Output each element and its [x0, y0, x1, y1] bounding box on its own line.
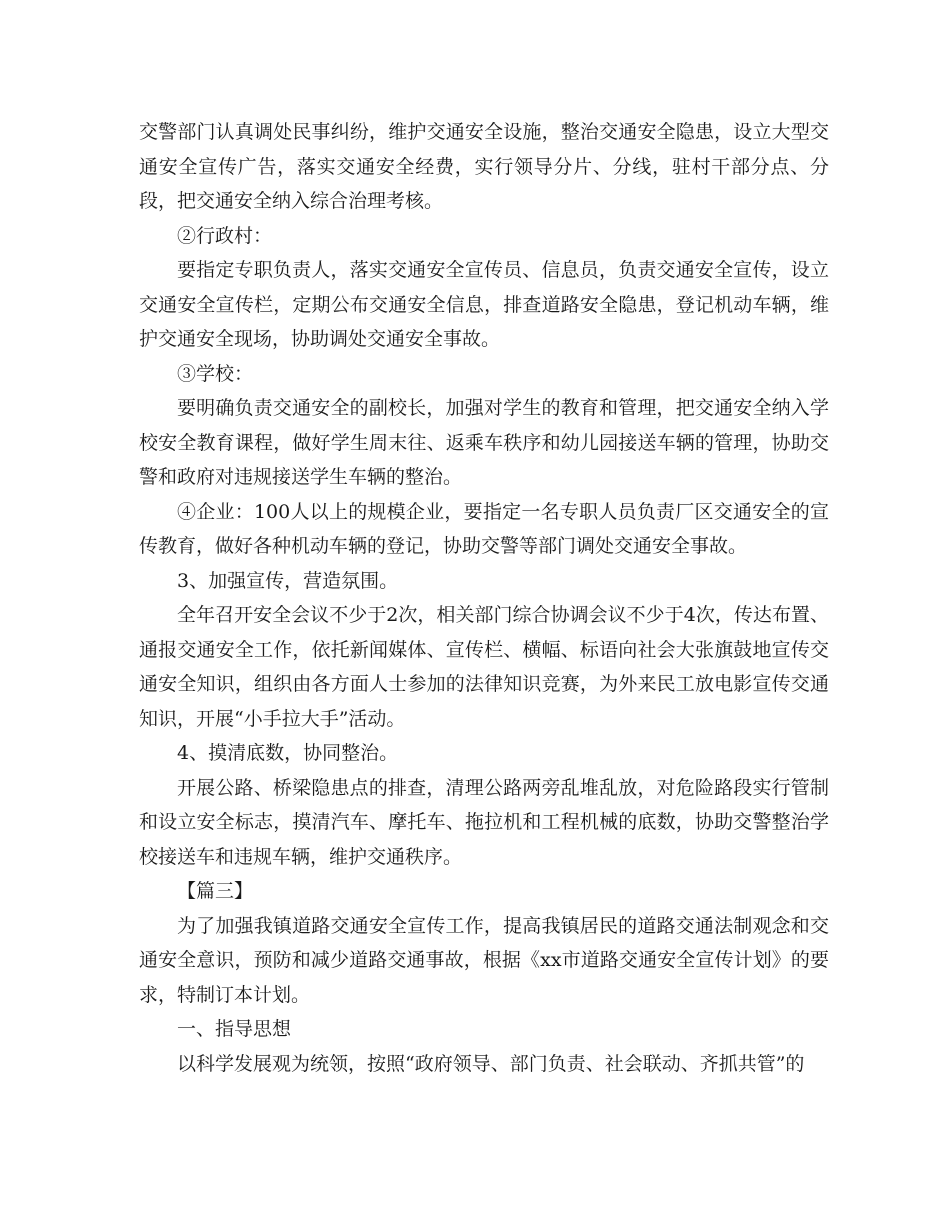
paragraph-plan-purpose: 为了加强我镇道路交通安全宣传工作，提高我镇居民的道路交通法制观念和交通安全意识，预防和减少道路交通事故，根据《xx市道路交通安全宣传计划》的要求，特制订本计划。	[139, 914, 829, 1006]
heading-school: ③学校：	[177, 362, 254, 385]
heading-guiding-ideology: 一、指导思想	[177, 1018, 292, 1040]
paragraph-enterprise-duties: ④企业：100人以上的规模企业，要指定一名专职人员负责厂区交通安全的宣传教育，做好各种机动车辆的登记，协助交警等部门调处交通安全事故。	[139, 500, 829, 557]
heading-administrative-village: ②行政村：	[177, 224, 273, 247]
section-title-part-three: 【篇三】	[177, 880, 254, 902]
paragraph-investigation: 开展公路、桥梁隐患点的排查，清理公路两旁乱堆乱放，对危险路段实行管制和设立安全标志，摸清汽车、摩托车、拖拉机和工程机械的底数，协助交警整治学校接送车和违规车辆，维护交通秩序。	[139, 776, 829, 868]
heading-publicity: 3、加强宣传，营造氛围。	[177, 569, 399, 592]
paragraph-school-duties: 要明确负责交通安全的副校长，加强对学生的教育和管理，把交通安全纳入学校安全教育课程，做好学生周末往、返乘车秩序和幼儿园接送车辆的管理，协助交警和政府对违规接送学生车辆的整治。	[139, 397, 829, 488]
document-body	[139, 115, 829, 1081]
paragraph-publicity: 全年召开安全会议不少于2次，相关部门综合协调会议不少于4次，传达布置、通报交通安全工作，依托新闻媒体、宣传栏、横幅、标语向社会大张旗鼓地宣传交通安全知识，组织由各方面人士参加的法律知识竞赛，为外来民工放电影宣传交通知识，开展“小手拉大手”活动。	[139, 604, 829, 730]
heading-investigation: 4、摸清底数，协同整治。	[177, 742, 399, 764]
paragraph-guiding-ideology: 以科学发展观为统领，按照“政府领导、部门负责、社会联动、齐抓共管”的	[177, 1052, 805, 1075]
paragraph-village-duties: 要指定专职负责人，落实交通安全宣传员、信息员，负责交通安全宣传，设立交通安全宣传栏，定期公布交通安全信息，排查道路安全隐患，登记机动车辆，维护交通安全现场，协助调处交通安全事故。	[139, 259, 829, 350]
paragraph-traffic-police-duties: 交警部门认真调处民事纠纷，维护交通安全设施，整治交通安全隐患，设立大型交通安全宣传广告，落实交通安全经费，实行领导分片、分线，驻村干部分点、分段，把交通安全纳入综合治理考核。	[139, 121, 829, 212]
